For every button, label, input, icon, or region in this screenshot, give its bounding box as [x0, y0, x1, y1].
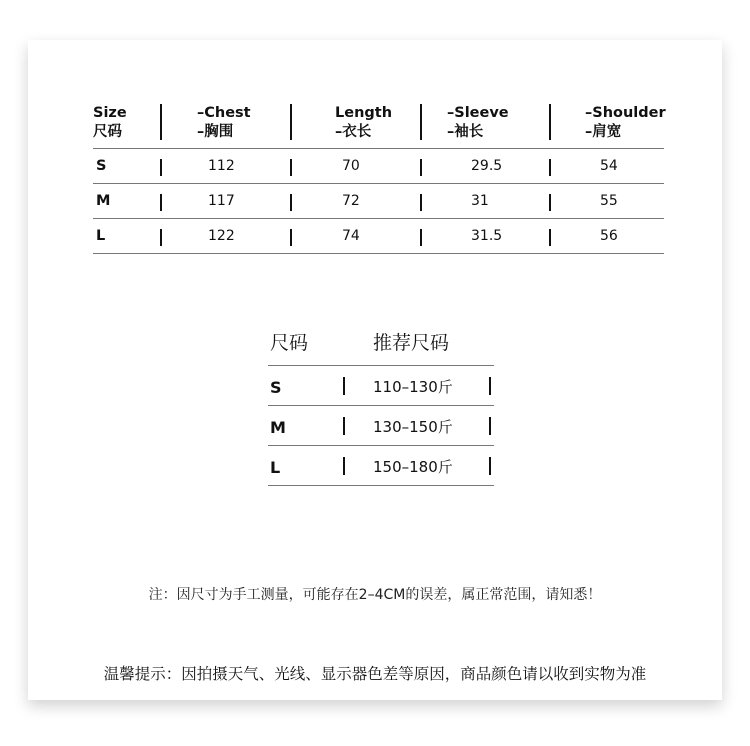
column-divider [489, 417, 491, 435]
length-value: 72 [342, 193, 360, 209]
chest-value: 117 [208, 193, 235, 209]
measurement-note: 注：因尺寸为手工测量，可能存在2–4CM的误差，属正常范围，请知悉！ [148, 587, 602, 603]
header-size: 尺码 [270, 332, 309, 354]
length-value: 70 [342, 158, 360, 174]
header-chest: –Chest –胸围 [197, 105, 251, 140]
column-divider [343, 457, 345, 475]
header-size: Size 尺码 [93, 105, 127, 140]
column-divider [489, 457, 491, 475]
column-divider [420, 194, 422, 211]
header-shoulder: –Shoulder –肩宽 [585, 105, 666, 140]
chest-value: 122 [208, 228, 235, 244]
table-header [93, 100, 664, 149]
column-divider [420, 104, 422, 140]
header-recommend: 推荐尺码 [373, 332, 450, 354]
size-label: S [96, 158, 107, 174]
color-disclaimer-banner: 温馨提示：因拍摄天气、光线、显示器色差等原因，商品颜色请以收到实物为准 [103, 665, 647, 683]
column-divider [549, 159, 551, 176]
column-divider [290, 159, 292, 176]
table-row [93, 149, 664, 184]
weight-range: 150–180斤 [373, 458, 453, 476]
column-divider [160, 104, 162, 140]
column-divider [343, 377, 345, 395]
weight-range: 110–130斤 [373, 378, 453, 396]
column-divider [290, 229, 292, 246]
size-measurement-table [93, 100, 664, 254]
shoulder-value: 55 [600, 193, 618, 209]
column-divider [549, 104, 551, 140]
table-row [93, 184, 664, 219]
column-divider [290, 194, 292, 211]
table-row [268, 446, 494, 486]
column-divider [160, 159, 162, 176]
table-row [93, 219, 664, 254]
column-divider [549, 194, 551, 211]
size-label: M [96, 193, 111, 209]
size-label: S [270, 378, 282, 397]
recommended-size-table [268, 322, 494, 486]
column-divider [549, 229, 551, 246]
column-divider [420, 229, 422, 246]
column-divider [489, 377, 491, 395]
sleeve-value: 31.5 [471, 228, 503, 244]
column-divider [420, 159, 422, 176]
column-divider [160, 194, 162, 211]
shoulder-value: 54 [600, 158, 618, 174]
column-divider [343, 417, 345, 435]
size-label: L [270, 458, 281, 477]
table-row [268, 406, 494, 446]
header-length: Length –衣长 [335, 105, 393, 140]
chest-value: 112 [208, 158, 235, 174]
size-label: L [96, 228, 106, 244]
column-divider [290, 104, 292, 140]
table-header [268, 322, 494, 366]
sleeve-value: 31 [471, 193, 489, 209]
table-row [268, 366, 494, 406]
size-label: M [270, 418, 286, 437]
column-divider [160, 229, 162, 246]
shoulder-value: 56 [600, 228, 618, 244]
weight-range: 130–150斤 [373, 418, 453, 436]
header-sleeve: –Sleeve –袖长 [447, 105, 509, 140]
sleeve-value: 29.5 [471, 158, 503, 174]
length-value: 74 [342, 228, 360, 244]
